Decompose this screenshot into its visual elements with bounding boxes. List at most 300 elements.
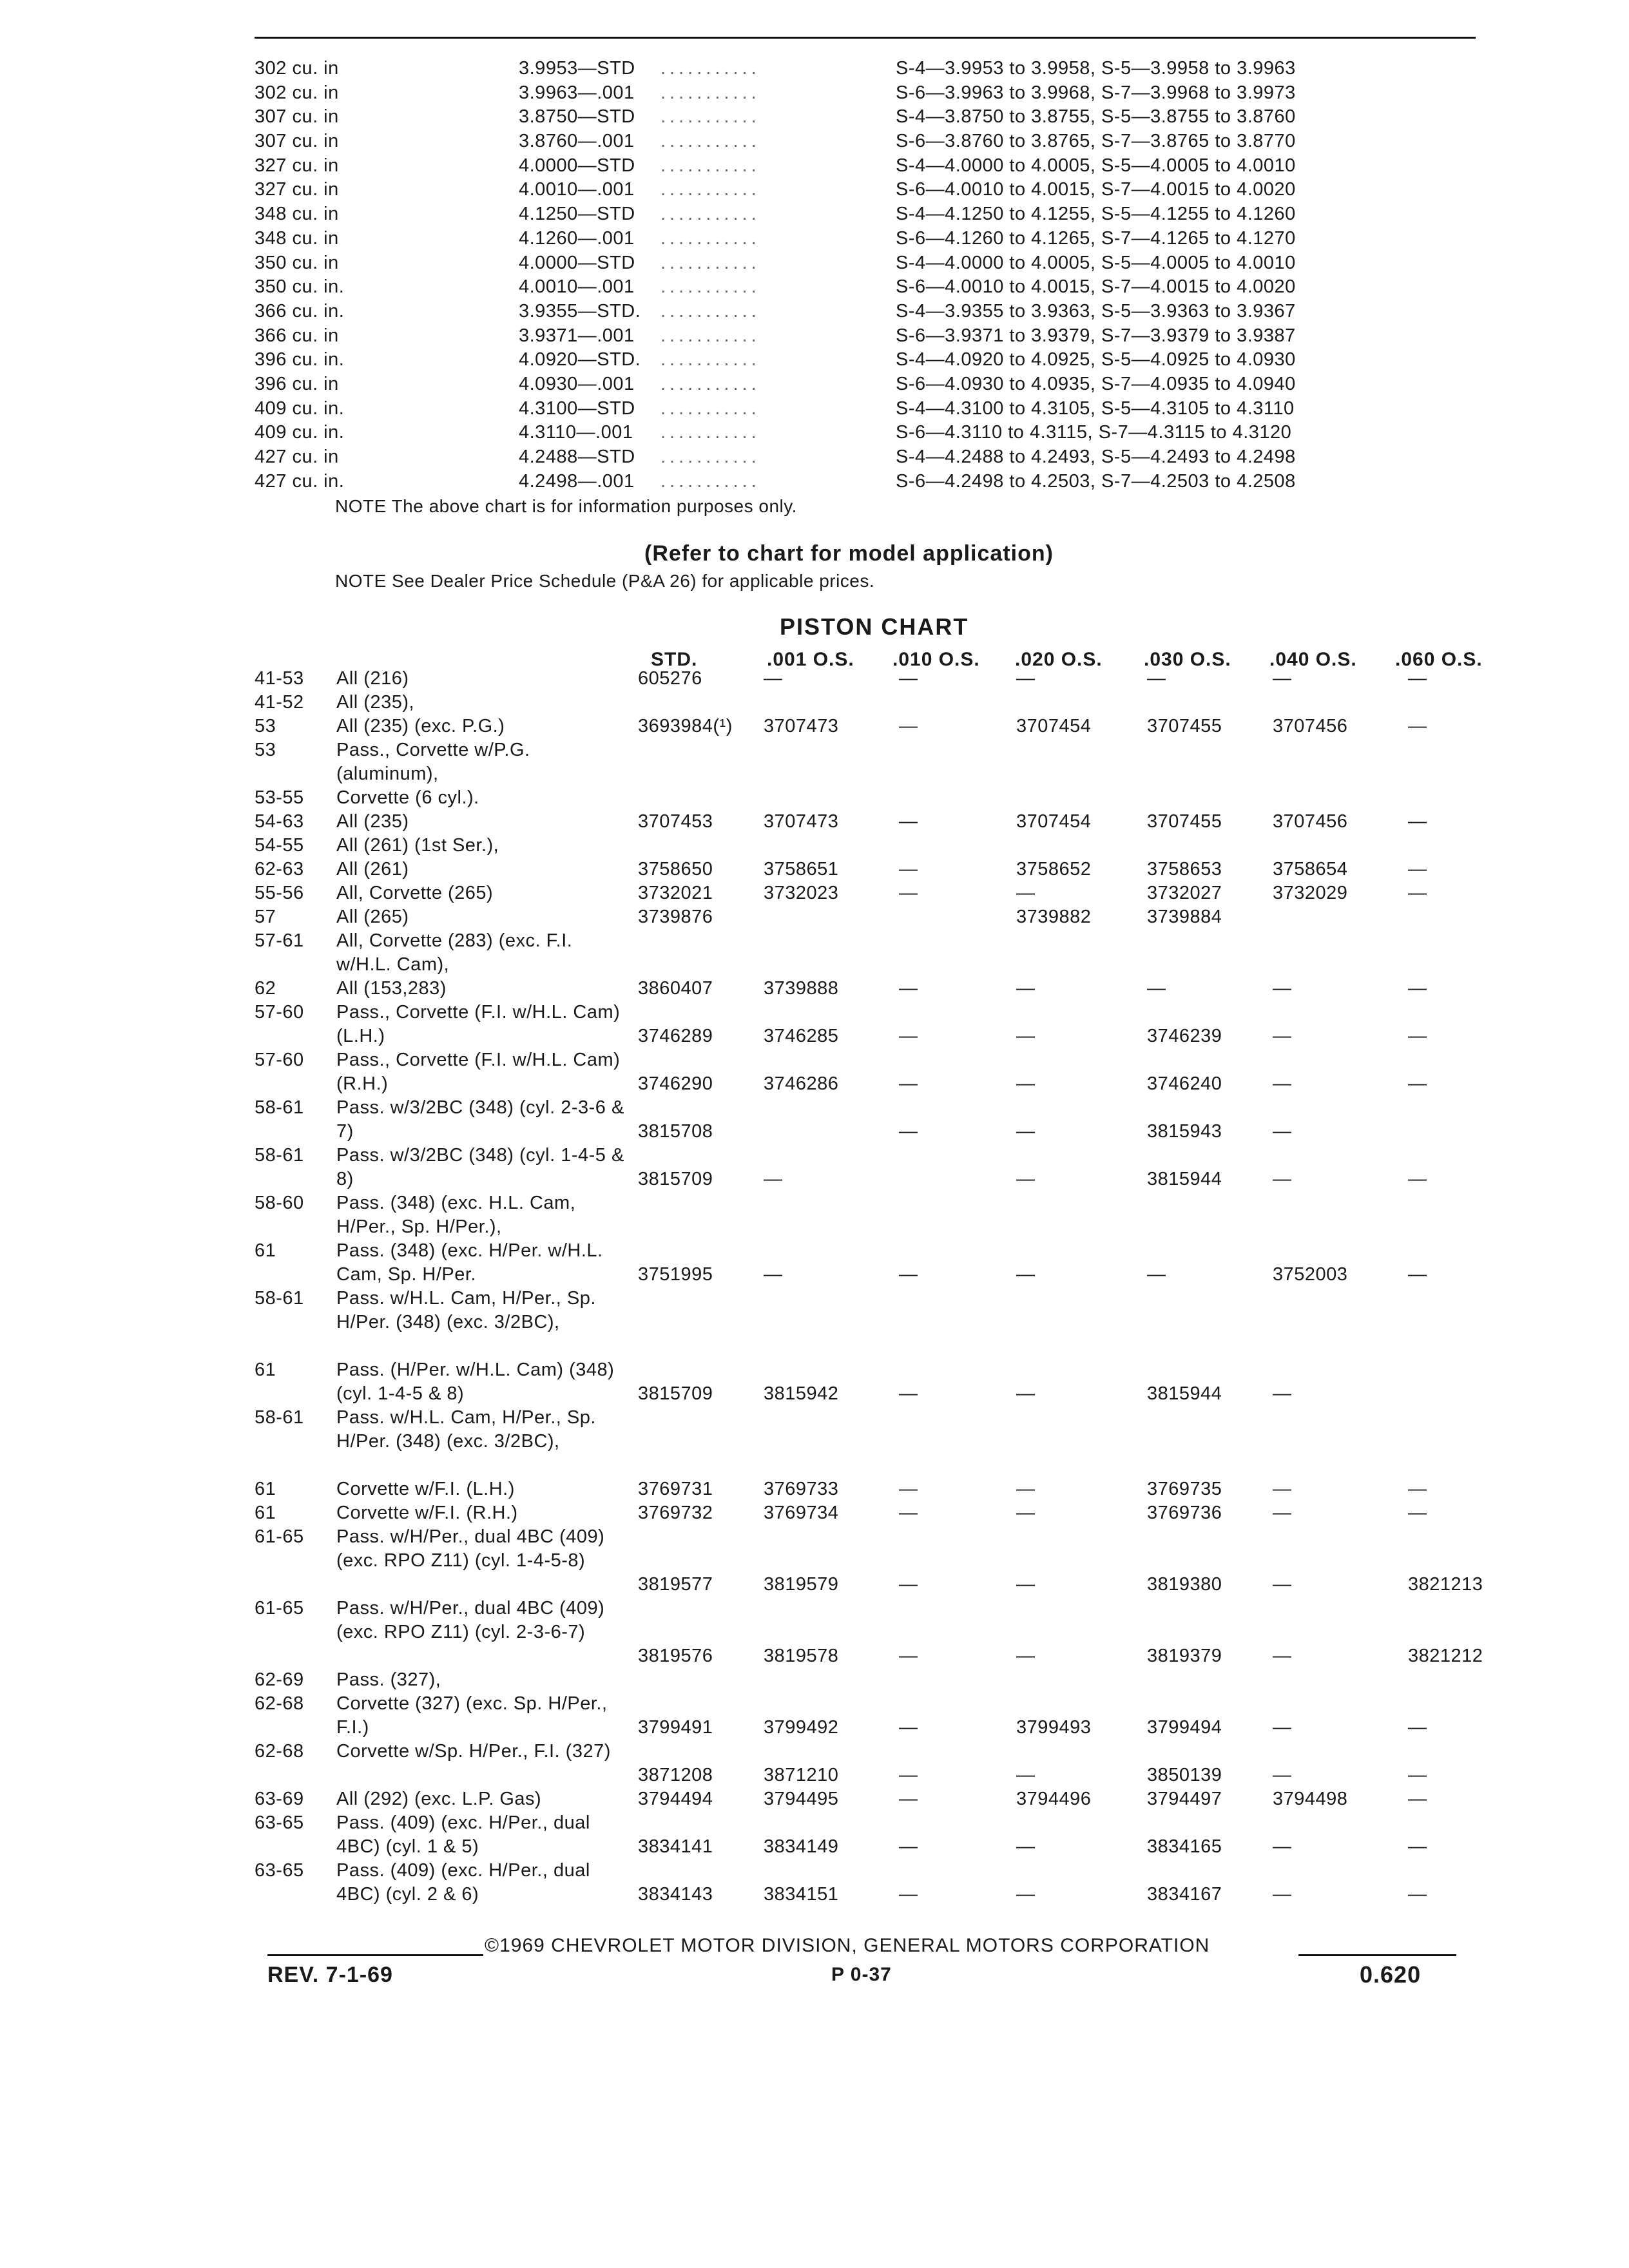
piston-row xyxy=(255,1406,1479,1477)
part-number-o060: — xyxy=(1408,1169,1427,1189)
part-number-o020: 3739882 xyxy=(1016,907,1092,927)
part-number-o010: — xyxy=(899,859,918,879)
dot-leader: ........... xyxy=(660,349,760,370)
part-number-o030: 3834167 xyxy=(1147,1884,1222,1905)
dot-leader: ........... xyxy=(660,276,760,298)
dot-leader: ........... xyxy=(660,131,760,152)
dot-leader: ........... xyxy=(660,204,760,225)
part-number-o040: 3707456 xyxy=(1273,811,1348,832)
displacement: 350 cu. in xyxy=(255,252,339,273)
part-number-o010: — xyxy=(899,1574,918,1595)
select-fit-range: S-4—4.0000 to 4.0005, S-5—4.0005 to 4.0010 xyxy=(896,155,1296,176)
part-number-std: 3815709 xyxy=(638,1383,713,1404)
part-number-o040: — xyxy=(1273,978,1292,999)
part-number-o030: 3850139 xyxy=(1147,1765,1222,1785)
application-description: All (265) xyxy=(336,907,409,927)
part-number-o020: 3794496 xyxy=(1016,1789,1092,1809)
part-number-std: 3815709 xyxy=(638,1169,713,1189)
part-number-o020: — xyxy=(1016,1121,1036,1142)
displacement: 348 cu. in xyxy=(255,227,339,249)
part-number-o020: — xyxy=(1016,1574,1036,1595)
part-number-o020: 3799493 xyxy=(1016,1717,1092,1738)
displacement: 327 cu. in xyxy=(255,179,339,200)
part-number-o010: — xyxy=(899,668,918,689)
dot-leader: ........... xyxy=(660,227,760,249)
piston-row xyxy=(255,1287,1479,1358)
part-number-o060: — xyxy=(1408,1073,1427,1094)
model-years: 61 xyxy=(255,1479,276,1499)
part-number-o060: — xyxy=(1408,1479,1427,1499)
piston-row xyxy=(255,1501,1479,1525)
dot-leader: ........... xyxy=(660,179,760,200)
displacement: 350 cu. in. xyxy=(255,276,345,298)
part-number-o040: 3732029 xyxy=(1273,883,1348,903)
model-years: 57-60 xyxy=(255,1002,304,1023)
model-years: 53 xyxy=(255,716,276,736)
model-years: 53-55 xyxy=(255,787,304,808)
part-number-o060: — xyxy=(1408,1503,1427,1523)
application-description: Pass. w/H.L. Cam, H/Per., Sp. H/Per. (348) (exc. 3/2BC), xyxy=(336,1288,596,1332)
part-number-std: 3746289 xyxy=(638,1026,713,1046)
application-description: All (235) xyxy=(336,811,409,832)
part-number-o060: — xyxy=(1408,716,1427,736)
part-number-std: 3871208 xyxy=(638,1765,713,1785)
application-description: All (235), xyxy=(336,692,415,713)
select-fit-range: S-4—4.3100 to 4.3105, S-5—4.3105 to 4.3110 xyxy=(896,398,1295,419)
part-number-o001: 3819579 xyxy=(764,1574,839,1595)
application-description: Pass. (327), xyxy=(336,1669,441,1690)
model-years: 54-63 xyxy=(255,811,304,832)
select-fit-range: S-4—3.9355 to 3.9363, S-5—3.9363 to 3.9367 xyxy=(896,300,1296,322)
part-number-o040: — xyxy=(1273,1646,1292,1666)
bore-size: 4.0010—.001 xyxy=(519,276,635,298)
part-number-o020: — xyxy=(1016,1479,1036,1499)
part-number-o001: 3871210 xyxy=(764,1765,839,1785)
header-040-os: .040 O.S. xyxy=(1269,649,1357,670)
bore-size: 4.2488—STD xyxy=(519,447,635,467)
model-years: 58-61 xyxy=(255,1097,304,1118)
model-years: 41-52 xyxy=(255,692,304,713)
select-fit-range: S-4—3.9953 to 3.9958, S-5—3.9958 to 3.9963 xyxy=(896,58,1296,79)
part-number-o040: — xyxy=(1273,1503,1292,1523)
piston-row xyxy=(255,1358,1479,1406)
displacement: 348 cu. in xyxy=(255,204,339,225)
part-number-o030: 3707455 xyxy=(1147,811,1222,832)
part-number-o020: — xyxy=(1016,1264,1036,1285)
part-number-o030: 3819380 xyxy=(1147,1574,1222,1595)
piston-row xyxy=(255,810,1479,834)
part-number-o030: — xyxy=(1147,1264,1166,1285)
part-number-o001: — xyxy=(764,1264,783,1285)
model-years: 57-60 xyxy=(255,1050,304,1070)
part-number-o040: — xyxy=(1273,1383,1292,1404)
bore-size: 4.0000—STD xyxy=(519,155,635,176)
select-fit-range: S-4—4.0000 to 4.0005, S-5—4.0005 to 4.0010 xyxy=(896,252,1296,273)
application-description: Pass. w/H/Per., dual 4BC (409) (exc. RPO Z11) (cyl. 1-4-5-8) xyxy=(336,1526,605,1571)
part-number-o060: — xyxy=(1408,883,1427,903)
application-description: Corvette w/F.I. (L.H.) xyxy=(336,1479,515,1499)
part-number-o010: — xyxy=(899,811,918,832)
part-number-std: 3751995 xyxy=(638,1264,713,1285)
part-number-o010: — xyxy=(899,1264,918,1285)
part-number-o001: 3834151 xyxy=(764,1884,839,1905)
part-number-std: 3707453 xyxy=(638,811,713,832)
part-number-o001: 3732023 xyxy=(764,883,839,903)
dot-leader: ........... xyxy=(660,300,760,322)
price-note: NOTE See Dealer Price Schedule (P&A 26) for applicable prices. xyxy=(335,571,875,591)
part-number-o060: 3821212 xyxy=(1408,1646,1483,1666)
part-number-o020: 3707454 xyxy=(1016,716,1092,736)
part-number-o030: 3769735 xyxy=(1147,1479,1222,1499)
part-number-o030: — xyxy=(1147,668,1166,689)
application-description: Pass. w/3/2BC (348) (cyl. 2-3-6 & 7) xyxy=(336,1097,624,1142)
model-years: 62-68 xyxy=(255,1741,304,1762)
part-number-o060: — xyxy=(1408,1789,1427,1809)
piston-row xyxy=(255,1477,1479,1501)
part-number-o010: — xyxy=(899,1121,918,1142)
part-number-o040: — xyxy=(1273,1169,1292,1189)
model-years: 61-65 xyxy=(255,1526,304,1547)
dot-leader: ........... xyxy=(660,106,760,128)
part-number-o030: 3794497 xyxy=(1147,1789,1222,1809)
piston-row xyxy=(255,1740,1479,1787)
displacement: 366 cu. in xyxy=(255,325,339,346)
select-fit-range: S-6—4.1260 to 4.1265, S-7—4.1265 to 4.1270 xyxy=(896,227,1296,249)
piston-row xyxy=(255,1668,1479,1692)
model-years: 61-65 xyxy=(255,1598,304,1619)
model-years: 58-61 xyxy=(255,1145,304,1166)
select-fit-range: S-4—4.2488 to 4.2493, S-5—4.2493 to 4.2498 xyxy=(896,447,1296,467)
part-number-std: 3834143 xyxy=(638,1884,713,1905)
displacement: 396 cu. in. xyxy=(255,349,345,370)
application-description: Corvette w/F.I. (R.H.) xyxy=(336,1503,518,1523)
application-description: Pass. w/H.L. Cam, H/Per., Sp. H/Per. (348) (exc. 3/2BC), xyxy=(336,1407,596,1452)
application-description: All (292) (exc. L.P. Gas) xyxy=(336,1789,542,1809)
piston-row xyxy=(255,858,1479,881)
part-number-o001: 3707473 xyxy=(764,716,839,736)
part-number-o060: 3821213 xyxy=(1408,1574,1483,1595)
select-fit-range: S-6—4.0010 to 4.0015, S-7—4.0015 to 4.0020 xyxy=(896,276,1296,298)
footer-rule-left xyxy=(267,1954,483,1956)
part-number-o001: 3769734 xyxy=(764,1503,839,1523)
select-fit-range: S-4—4.0920 to 4.0925, S-5—4.0925 to 4.0930 xyxy=(896,349,1296,370)
refer-heading: (Refer to chart for model application) xyxy=(644,541,1054,566)
part-number-o030: 3746240 xyxy=(1147,1073,1222,1094)
part-number-o020: — xyxy=(1016,1073,1036,1094)
dot-leader: ........... xyxy=(660,470,760,492)
part-number-o060: — xyxy=(1408,1884,1427,1905)
application-description: Pass., Corvette (F.I. w/H.L. Cam) (L.H.) xyxy=(336,1002,621,1046)
header-020-os: .020 O.S. xyxy=(1015,649,1103,670)
select-fit-range: S-6—3.9963 to 3.9968, S-7—3.9968 to 3.9973 xyxy=(896,82,1296,103)
part-number-o010: — xyxy=(899,1789,918,1809)
select-fit-range: S-6—4.0930 to 4.0935, S-7—4.0935 to 4.0940 xyxy=(896,373,1296,394)
displacement: 302 cu. in xyxy=(255,82,339,103)
piston-row xyxy=(255,1239,1479,1287)
bore-size: 3.9355—STD. xyxy=(519,300,641,322)
application-description: All (261) (1st Ser.), xyxy=(336,835,499,856)
application-description: Pass. (H/Per. w/H.L. Cam) (348) (cyl. 1-4-5 & 8) xyxy=(336,1360,615,1404)
part-number-o001: 3746286 xyxy=(764,1073,839,1094)
model-years: 57-61 xyxy=(255,930,304,951)
bore-size: 4.1250—STD xyxy=(519,204,635,225)
part-number-std: 3739876 xyxy=(638,907,713,927)
part-number-o060: — xyxy=(1408,1264,1427,1285)
part-number-o030: 3815944 xyxy=(1147,1383,1222,1404)
part-number-o001: 3834149 xyxy=(764,1836,839,1857)
part-number-o020: — xyxy=(1016,883,1036,903)
part-number-o040: — xyxy=(1273,1073,1292,1094)
part-number-std: 3746290 xyxy=(638,1073,713,1094)
part-number-o030: 3815944 xyxy=(1147,1169,1222,1189)
top-rule xyxy=(255,37,1476,39)
part-number-o040: — xyxy=(1273,1479,1292,1499)
piston-chart-title: PISTON CHART xyxy=(780,613,969,640)
select-fit-range: S-6—3.8760 to 3.8765, S-7—3.8765 to 3.8770 xyxy=(896,131,1296,152)
part-number-o060: — xyxy=(1408,1765,1427,1785)
part-number-o020: — xyxy=(1016,1169,1036,1189)
application-description: Corvette w/Sp. H/Per., F.I. (327) xyxy=(336,1741,611,1762)
part-number-o040: — xyxy=(1273,1121,1292,1142)
piston-row xyxy=(255,1787,1479,1811)
part-number-o001: 3769733 xyxy=(764,1479,839,1499)
part-number-o030: — xyxy=(1147,978,1166,999)
header-001-os: .001 O.S. xyxy=(767,649,854,670)
part-number-o001: 3758651 xyxy=(764,859,839,879)
displacement: 302 cu. in xyxy=(255,58,339,79)
section-code: 0.620 xyxy=(1360,1961,1422,1988)
piston-row xyxy=(255,1001,1479,1048)
part-number-o040: — xyxy=(1273,1717,1292,1738)
part-number-o030: 3834165 xyxy=(1147,1836,1222,1857)
application-description: All, Corvette (283) (exc. F.I. w/H.L. Cam), xyxy=(336,930,573,975)
displacement: 427 cu. in xyxy=(255,447,339,467)
application-description: All (153,283) xyxy=(336,978,447,999)
piston-row xyxy=(255,1096,1479,1144)
part-number-o010: — xyxy=(899,1026,918,1046)
piston-row xyxy=(255,691,1479,715)
application-description: All (216) xyxy=(336,668,409,689)
part-number-o020: — xyxy=(1016,1383,1036,1404)
part-number-std: 3693984(¹) xyxy=(638,716,733,736)
select-fit-range: S-4—4.1250 to 4.1255, S-5—4.1255 to 4.1260 xyxy=(896,204,1296,225)
part-number-o060: — xyxy=(1408,978,1427,999)
part-number-o030: 3769736 xyxy=(1147,1503,1222,1523)
model-years: 61 xyxy=(255,1240,276,1261)
application-description: Pass. w/H/Per., dual 4BC (409) (exc. RPO Z11) (cyl. 2-3-6-7) xyxy=(336,1598,605,1642)
application-description: All, Corvette (265) xyxy=(336,883,494,903)
part-number-o010: — xyxy=(899,1717,918,1738)
piston-row xyxy=(255,905,1479,929)
part-number-o030: 3758653 xyxy=(1147,859,1222,879)
part-number-o010: — xyxy=(899,978,918,999)
part-number-o010: — xyxy=(899,883,918,903)
part-number-o040: — xyxy=(1273,1836,1292,1857)
part-number-o030: 3746239 xyxy=(1147,1026,1222,1046)
bore-size: 4.0930—.001 xyxy=(519,373,635,394)
part-number-o030: 3815943 xyxy=(1147,1121,1222,1142)
model-years: 62-68 xyxy=(255,1693,304,1714)
model-years: 54-55 xyxy=(255,835,304,856)
part-number-o001: 3746285 xyxy=(764,1026,839,1046)
part-number-std: 3769731 xyxy=(638,1479,713,1499)
part-number-o020: 3758652 xyxy=(1016,859,1092,879)
displacement: 427 cu. in. xyxy=(255,470,345,492)
part-number-std: 3819577 xyxy=(638,1574,713,1595)
part-number-o010: — xyxy=(899,1884,918,1905)
model-years: 58-60 xyxy=(255,1193,304,1213)
part-number-o040: — xyxy=(1273,1765,1292,1785)
part-number-std: 3758650 xyxy=(638,859,713,879)
bore-size: 3.9953—STD xyxy=(519,58,635,79)
part-number-o001: 3819578 xyxy=(764,1646,839,1666)
part-number-std: 3732021 xyxy=(638,883,713,903)
copyright-line: ©1969 CHEVROLET MOTOR DIVISION, GENERAL MOTORS CORPORATION xyxy=(485,1935,1210,1956)
part-number-o030: 3732027 xyxy=(1147,883,1222,903)
part-number-o020: — xyxy=(1016,1646,1036,1666)
dot-leader: ........... xyxy=(660,155,760,176)
application-description: Pass. w/3/2BC (348) (cyl. 1-4-5 & 8) xyxy=(336,1145,624,1189)
model-years: 63-65 xyxy=(255,1812,304,1833)
model-years: 62-63 xyxy=(255,859,304,879)
part-number-std: 3799491 xyxy=(638,1717,713,1738)
part-number-o060: — xyxy=(1408,859,1427,879)
header-010-os: .010 O.S. xyxy=(892,649,980,670)
part-number-o040: — xyxy=(1273,1574,1292,1595)
dot-leader: ........... xyxy=(660,82,760,103)
displacement: 327 cu. in xyxy=(255,155,339,176)
bore-size: 4.1260—.001 xyxy=(519,227,635,249)
bore-size: 3.9963—.001 xyxy=(519,82,635,103)
bore-size: 4.0000—STD xyxy=(519,252,635,273)
part-number-o010: — xyxy=(899,1765,918,1785)
select-fit-range: S-6—4.0010 to 4.0015, S-7—4.0015 to 4.0020 xyxy=(896,179,1296,200)
model-years: 62-69 xyxy=(255,1669,304,1690)
dot-leader: ........... xyxy=(660,398,760,419)
model-years: 57 xyxy=(255,907,276,927)
part-number-o010: — xyxy=(899,716,918,736)
header-std: STD. xyxy=(651,649,698,670)
part-number-o060: — xyxy=(1408,1717,1427,1738)
piston-row xyxy=(255,1191,1479,1239)
part-number-std: 3860407 xyxy=(638,978,713,999)
part-number-o030: 3739884 xyxy=(1147,907,1222,927)
piston-row xyxy=(255,1859,1479,1907)
part-number-o060: — xyxy=(1408,668,1427,689)
dot-leader: ........... xyxy=(660,422,760,443)
application-description: Pass. (409) (exc. H/Per., dual 4BC) (cyl. 1 & 5) xyxy=(336,1812,590,1857)
select-fit-range: S-6—4.2498 to 4.2503, S-7—4.2503 to 4.2508 xyxy=(896,470,1296,492)
application-description: Pass., Corvette (F.I. w/H.L. Cam) (R.H.) xyxy=(336,1050,621,1094)
select-fit-range: S-6—3.9371 to 3.9379, S-7—3.9379 to 3.9387 xyxy=(896,325,1296,346)
displacement: 396 cu. in xyxy=(255,373,339,394)
bore-note: NOTE The above chart is for information purposes only. xyxy=(335,496,797,516)
part-number-o001: 3794495 xyxy=(764,1789,839,1809)
application-description: Pass., Corvette w/P.G. (aluminum), xyxy=(336,740,530,784)
part-number-o030: 3707455 xyxy=(1147,716,1222,736)
header-030-os: .030 O.S. xyxy=(1144,649,1231,670)
part-number-o020: — xyxy=(1016,1026,1036,1046)
piston-row xyxy=(255,977,1479,1001)
application-description: Corvette (6 cyl.). xyxy=(336,787,479,808)
part-number-o001: 3799492 xyxy=(764,1717,839,1738)
part-number-o040: — xyxy=(1273,1026,1292,1046)
part-number-o010: — xyxy=(899,1073,918,1094)
part-number-o020: — xyxy=(1016,668,1036,689)
part-number-o060: — xyxy=(1408,1836,1427,1857)
model-years: 58-61 xyxy=(255,1407,304,1428)
header-060-os: .060 O.S. xyxy=(1395,649,1483,670)
piston-row xyxy=(255,929,1479,977)
select-fit-range: S-6—4.3110 to 4.3115, S-7—4.3115 to 4.3120 xyxy=(896,422,1292,443)
part-number-std: 605276 xyxy=(638,668,702,689)
displacement: 307 cu. in xyxy=(255,131,339,152)
dot-leader: ........... xyxy=(660,58,760,79)
model-years: 61 xyxy=(255,1360,276,1380)
part-number-o040: 3752003 xyxy=(1273,1264,1348,1285)
dot-leader: ........... xyxy=(660,373,760,394)
part-number-o010: — xyxy=(899,1646,918,1666)
piston-row xyxy=(255,1048,1479,1096)
dot-leader: ........... xyxy=(660,447,760,467)
model-years: 58-61 xyxy=(255,1288,304,1309)
piston-row xyxy=(255,834,1479,858)
model-years: 55-56 xyxy=(255,883,304,903)
part-number-o040: 3707456 xyxy=(1273,716,1348,736)
bore-size: 3.9371—.001 xyxy=(519,325,635,346)
part-number-o001: — xyxy=(764,1169,783,1189)
part-number-o001: 3739888 xyxy=(764,978,839,999)
application-description: Corvette (327) (exc. Sp. H/Per., F.I.) xyxy=(336,1693,608,1738)
part-number-o020: — xyxy=(1016,1836,1036,1857)
model-years: 63-65 xyxy=(255,1860,304,1881)
page-number: P 0-37 xyxy=(831,1964,892,1985)
application-description: All (261) xyxy=(336,859,409,879)
bore-size: 4.3100—STD xyxy=(519,398,635,419)
part-number-std: 3815708 xyxy=(638,1121,713,1142)
select-fit-range: S-4—3.8750 to 3.8755, S-5—3.8755 to 3.8760 xyxy=(896,106,1296,128)
part-number-o010: — xyxy=(899,1836,918,1857)
bore-size: 4.3110—.001 xyxy=(519,422,633,443)
application-description: All (235) (exc. P.G.) xyxy=(336,716,505,736)
part-number-o001: 3815942 xyxy=(764,1383,839,1404)
piston-row xyxy=(255,1597,1483,1668)
application-description: Pass. (348) (exc. H.L. Cam, H/Per., Sp. H/Per.), xyxy=(336,1193,576,1237)
displacement: 409 cu. in. xyxy=(255,422,345,443)
bore-size: 4.0920—STD. xyxy=(519,349,641,370)
part-number-o010: — xyxy=(899,1479,918,1499)
part-number-o030: 3819379 xyxy=(1147,1646,1222,1666)
part-number-o020: — xyxy=(1016,1884,1036,1905)
part-number-o040: 3794498 xyxy=(1273,1789,1348,1809)
dot-leader: ........... xyxy=(660,252,760,273)
piston-row xyxy=(255,1144,1479,1191)
dot-leader: ........... xyxy=(660,325,760,346)
displacement: 307 cu. in xyxy=(255,106,339,128)
piston-row xyxy=(255,715,1479,738)
part-number-std: 3794494 xyxy=(638,1789,713,1809)
part-number-std: 3819576 xyxy=(638,1646,713,1666)
bore-size: 4.0010—.001 xyxy=(519,179,635,200)
piston-row xyxy=(255,881,1479,905)
model-years: 61 xyxy=(255,1503,276,1523)
piston-row xyxy=(255,667,1479,691)
part-number-std: 3834141 xyxy=(638,1836,713,1857)
part-number-o020: — xyxy=(1016,978,1036,999)
part-number-std: 3769732 xyxy=(638,1503,713,1523)
model-years: 63-69 xyxy=(255,1789,304,1809)
part-number-o030: 3799494 xyxy=(1147,1717,1222,1738)
